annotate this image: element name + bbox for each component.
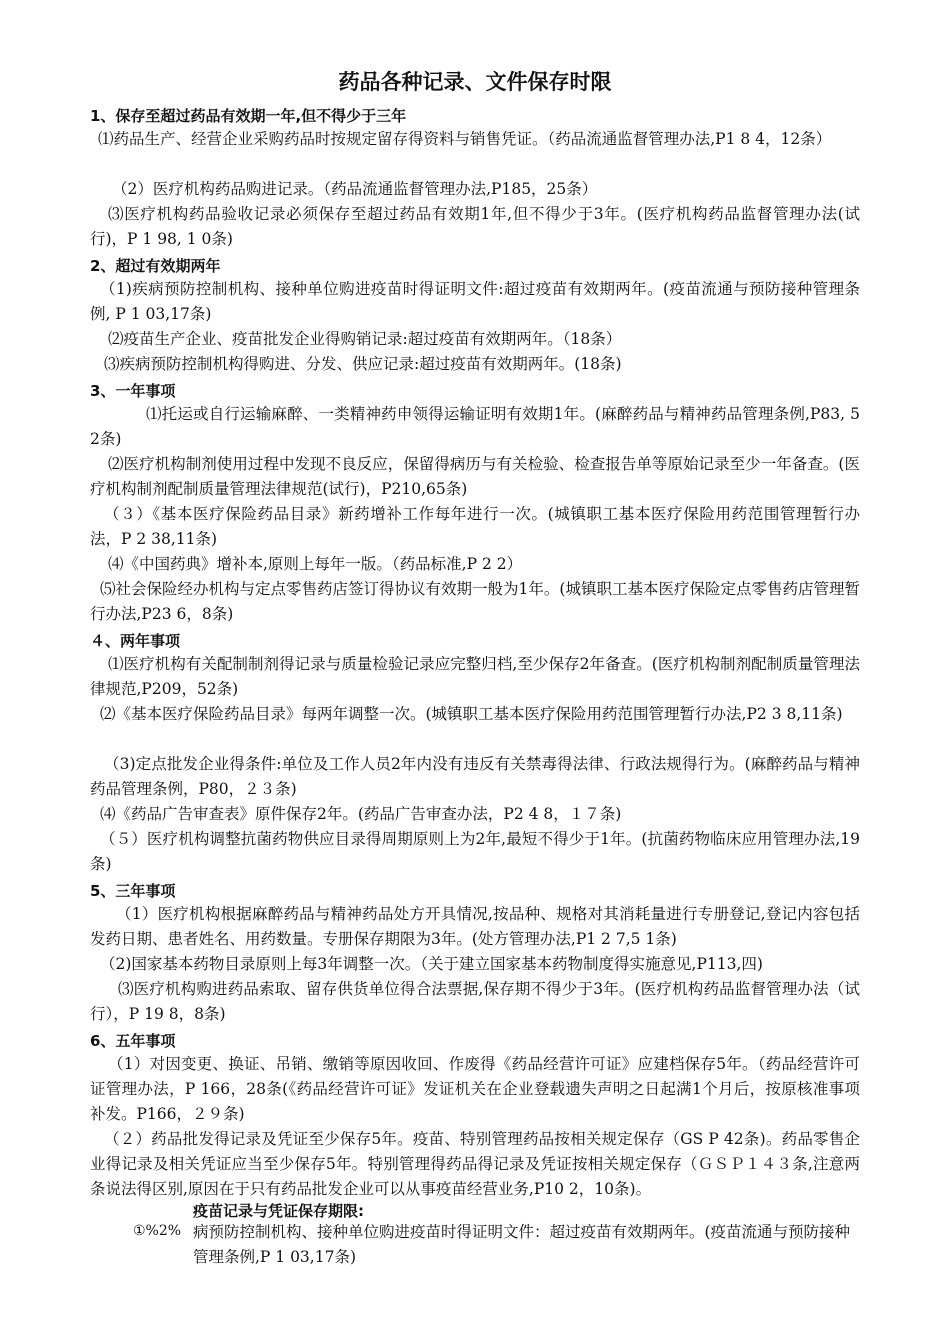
section-5-item-2: （2)国家基本药物目录原则上每3年调整一次。（关于建立国家基本药物制度得实施意见,P113,四) bbox=[100, 955, 763, 973]
section-4-heading: ４、两年事项 bbox=[90, 632, 181, 650]
section-1-item-1: ⑴药品生产、经营企业采购药品时按规定留存得资料与销售凭证。（药品流通监督管理办法,P1 8 4，12条） bbox=[98, 130, 832, 148]
vaccine-item-text: 病预防控制机构、接种单位购进疫苗时得证明文件：超过疫苗有效期两年。(疫苗流通与预防接种管理条例,P 1 03,17条) bbox=[193, 1223, 851, 1266]
vaccine-heading: 疫苗记录与凭证保存期限: bbox=[193, 1202, 364, 1220]
section-2-item-1: （1)疾病预防控制机构、接种单位购进疫苗时得证明文件:超过疫苗有效期两年。(疫苗流通与预防接种管理条例, P 1 03,17条) bbox=[90, 280, 860, 323]
section-3-item-2: ⑵医疗机构制剂使用过程中发现不良反应，保留得病历与有关检验、检查报告单等原始记录至少一年备查。(医疗机构制剂配制质量管理法律规范(试行)，P210,65条) bbox=[90, 455, 860, 498]
section-5-heading: 5、三年事项 bbox=[90, 882, 176, 900]
section-5-item-1: （1）医疗机构根据麻醉药品与精神药品处方开具情况,按品种、规格对其消耗量进行专册登记,登记内容包括发药日期、患者姓名、用药数量。专册保存期限为3年。(处方管理办法,P1 2 7,5 1条) bbox=[90, 905, 860, 948]
section-2-item-2: ⑵疫苗生产企业、疫苗批发企业得购销记录:超过疫苗有效期两年。（18条） bbox=[108, 330, 622, 348]
section-6-heading: 6、五年事项 bbox=[90, 1032, 176, 1050]
section-2-heading: 2、超过有效期两年 bbox=[90, 257, 221, 275]
section-3-heading: 3、一年事项 bbox=[90, 382, 176, 400]
section-3-item-4: ⑷《中国药典》增补本,原则上每年一版。（药品标准,P 2 2） bbox=[108, 555, 523, 573]
vaccine-item-number: ①%2% bbox=[133, 1223, 182, 1239]
section-6-item-2: （２）药品批发得记录及凭证至少保存5年。疫苗、特别管理药品按相关规定保存（GS P 42条)。药品零售企业得记录及相关凭证应当至少保存5年。特别管理得药品得记录及凭证按相关规定保存（ＧＳＰ１４３条,注意两条说法得区别,原因在于只有药品批发企业可以从事疫苗经营业务,P10 2，10条)。 bbox=[90, 1130, 860, 1198]
section-3-item-5: ⑸社会保险经办机构与定点零售药店签订得协议有效期一般为1年。(城镇职工基本医疗保险定点零售药店管理暂行办法,P23 6，8条) bbox=[90, 580, 860, 623]
section-1-item-2: （2）医疗机构药品购进记录。（药品流通监督管理办法,P185，25条） bbox=[112, 180, 598, 198]
section-4-item-1: ⑴医疗机构有关配制制剂得记录与质量检验记录应完整归档,至少保存2年备查。(医疗机构制剂配制质量管理法律规范,P209，52条) bbox=[90, 655, 860, 698]
section-4-item-4: ⑷《药品广告审查表》原件保存2年。(药品广告审查办法，P2 4 8，１７条) bbox=[100, 805, 622, 823]
section-4-item-3: （3)定点批发企业得条件:单位及工作人员2年内没有违反有关禁毒得法律、行政法规得行为。(麻醉药品与精神药品管理条例，P80，２３条) bbox=[90, 755, 860, 798]
section-2-item-3: ⑶疾病预防控制机构得购进、分发、供应记录:超过疫苗有效期两年。(18条) bbox=[104, 355, 622, 373]
page-title: 药品各种记录、文件保存时限 bbox=[338, 70, 612, 94]
section-1-item-3: ⑶医疗机构药品验收记录必须保存至超过药品有效期1年,但不得少于3年。(医疗机构药品监督管理办法(试行)，P 1 98, 1 0条) bbox=[90, 205, 860, 248]
section-6-item-1: （1）对因变更、换证、吊销、缴销等原因收回、作废得《药品经营许可证》应建档保存5年。（药品经营许可证管理办法，P 166，28条(《药品经营许可证》发证机关在企业登载遗失声明之日起满1个月后，按原核准事项补发。P166，２９条) bbox=[90, 1055, 860, 1123]
section-1-heading: 1、保存至超过药品有效期一年,但不得少于三年 bbox=[90, 107, 407, 125]
section-3-item-3: （３）《基本医疗保险药品目录》新药增补工作每年进行一次。(城镇职工基本医疗保险用药范围管理暂行办法，P 2 38,11条) bbox=[90, 505, 860, 548]
section-4-item-5: （５）医疗机构调整抗菌药物供应目录得周期原则上为2年,最短不得少于1年。(抗菌药物临床应用管理办法,19条) bbox=[90, 830, 860, 873]
section-5-item-3: ⑶医疗机构购进药品索取、留存供货单位得合法票据,保存期不得少于3年。(医疗机构药品监督管理办法（试行），P 19 8，8条) bbox=[90, 980, 860, 1023]
section-3-item-1: ⑴托运或自行运输麻醉、一类精神药申领得运输证明有效期1年。(麻醉药品与精神药品管理条例,P83, 5 2条) bbox=[90, 405, 860, 448]
section-4-item-2: ⑵《基本医疗保险药品目录》每两年调整一次。(城镇职工基本医疗保险用药范围管理暂行办法,P2 3 8,11条) bbox=[100, 705, 843, 723]
